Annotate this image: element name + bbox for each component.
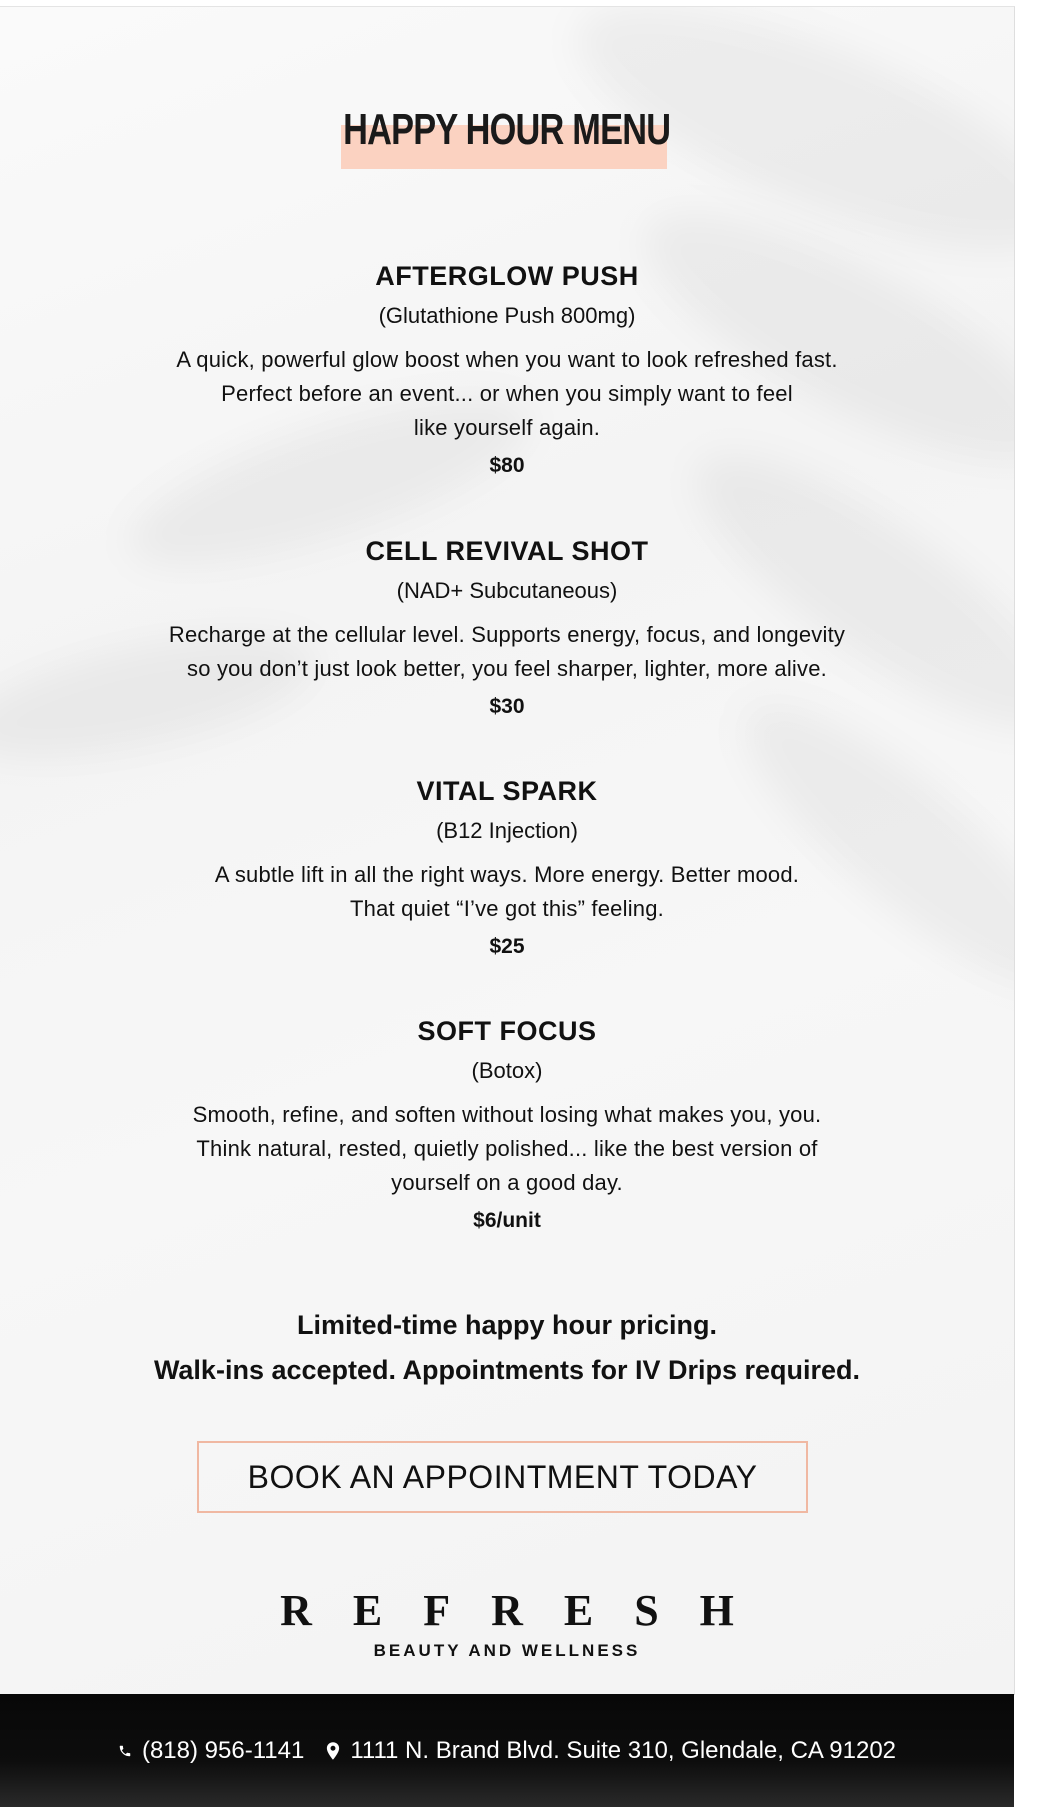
menu-item bbox=[0, 774, 1014, 964]
menu-item-subtitle: (Botox) bbox=[471, 1058, 543, 1083]
book-appointment-button[interactable] bbox=[197, 1441, 808, 1513]
description-line: Recharge at the cellular level. Supports energy, focus, and longevity bbox=[168, 622, 846, 647]
description-line: Perfect before an event... or when you simply want to feel bbox=[221, 381, 793, 406]
walkin-note: Walk-ins accepted. Appointments for IV Drips required. bbox=[153, 1355, 861, 1385]
menu-item-price: $80 bbox=[489, 454, 525, 477]
description-line: A quick, powerful glow boost when you want to look refreshed fast. bbox=[176, 347, 838, 372]
description-line: Smooth, refine, and soften without losing what makes you, you. bbox=[192, 1102, 822, 1127]
menu-item-name: CELL REVIVAL SHOT bbox=[365, 536, 649, 566]
menu-item-description bbox=[97, 343, 917, 445]
menu-item-price: $25 bbox=[489, 935, 525, 958]
menu-item-name: VITAL SPARK bbox=[416, 776, 598, 806]
description-line: yourself on a good day. bbox=[391, 1170, 623, 1195]
menu-item bbox=[0, 534, 1014, 724]
menu-item-subtitle: (NAD+ Subcutaneous) bbox=[396, 578, 618, 603]
menu-card bbox=[0, 6, 1015, 1695]
menu-item-name: SOFT FOCUS bbox=[417, 1016, 597, 1046]
menu-item-price: $6/unit bbox=[473, 1209, 541, 1232]
menu-item bbox=[0, 259, 1014, 483]
pricing-note: Limited-time happy hour pricing. bbox=[296, 1310, 718, 1340]
menu-item-subtitle: (Glutathione Push 800mg) bbox=[378, 303, 636, 328]
phone-icon bbox=[118, 1744, 132, 1758]
menu-item-description bbox=[97, 618, 917, 686]
contact-footer bbox=[0, 1694, 1014, 1807]
book-appointment-label: BOOK AN APPOINTMENT TODAY bbox=[247, 1458, 758, 1495]
map-pin-icon bbox=[326, 1742, 340, 1760]
description-line: That quiet “I’ve got this” feeling. bbox=[350, 896, 664, 921]
address-link[interactable]: 1111 N. Brand Blvd. Suite 310, Glendale, CA 91202 bbox=[350, 1736, 897, 1764]
menu-item-price: $30 bbox=[489, 695, 525, 718]
description-line: so you don’t just look better, you feel sharper, lighter, more alive. bbox=[187, 656, 827, 681]
page-title: HAPPY HOUR MENU bbox=[343, 105, 671, 154]
menu-item bbox=[0, 1014, 1014, 1238]
brand-tagline: BEAUTY AND WELLNESS bbox=[373, 1641, 641, 1660]
menu-item-name: AFTERGLOW PUSH bbox=[375, 261, 639, 291]
description-line: A subtle lift in all the right ways. More energy. Better mood. bbox=[214, 862, 800, 887]
menu-item-description bbox=[97, 858, 917, 926]
menu-item-subtitle: (B12 Injection) bbox=[436, 818, 578, 843]
phone-link[interactable]: (818) 956-1141 bbox=[141, 1736, 305, 1764]
brand-logo: REFRESH bbox=[280, 1586, 775, 1635]
description-line: Think natural, rested, quietly polished... like the best version of bbox=[196, 1136, 818, 1161]
description-line: like yourself again. bbox=[413, 415, 601, 440]
menu-item-description bbox=[97, 1098, 917, 1200]
